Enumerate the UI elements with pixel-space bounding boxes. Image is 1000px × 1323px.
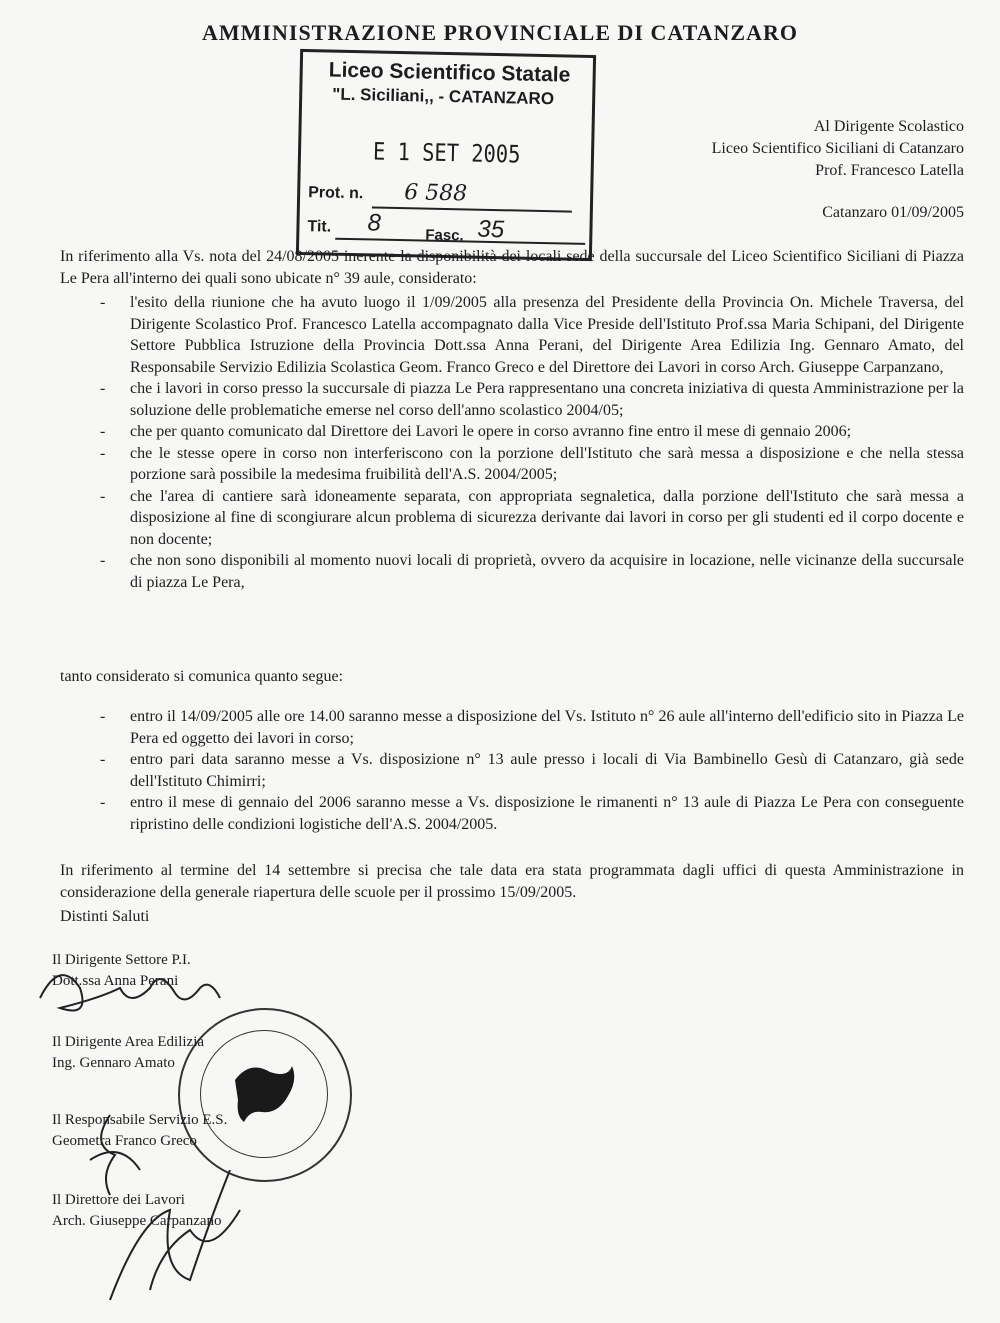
- list-item-text: entro pari data saranno messe a Vs. disposizione n° 13 aule presso i locali di Via Bambinello Gesù di Catanzaro, già sede dell'Istituto Chimirri;: [130, 751, 964, 790]
- list-item-text: entro il 14/09/2005 alle ore 14.00 saranno messe a disposizione del Vs. Istituto n° 26 aule all'interno dell'edificio sito in Piazza Le Pera ed oggetto dei lavori in corso;: [130, 708, 964, 747]
- list-item: - che i lavori in corso presso la succursale di piazza Le Pera rappresentano una concreta iniziativa di questa Amministrazione per la soluzione delle problematiche emerse nel corso dell'anno scolastico 2004/05;: [100, 380, 964, 419]
- stamp-tit-label: Tit.: [307, 218, 332, 236]
- signatory-name: Arch. Giuseppe Carpanzano: [52, 1213, 222, 1229]
- signatory-role: Il Responsabile Servizio E.S.: [52, 1112, 228, 1128]
- stamp-fasc-label: Fasc.: [425, 226, 464, 245]
- stamp-prot-line: [372, 205, 572, 212]
- list-item-text: entro il mese di gennaio del 2006 saranno messe a Vs. disposizione le rimanenti n° 13 aule di Piazza Le Pera con conseguente ripristino delle condizioni logistiche dell'A.S. 2004/2005.: [130, 794, 964, 833]
- transition-text: tanto considerato si comunica quanto segue:: [60, 668, 344, 685]
- list-item: - l'esito della riunione che ha avuto luogo il 1/09/2005 alla presenza del Presidente della Provincia On. Michele Traversa, del Dirigente Scolastico Prof. Francesco Latella accompagnato dalla Vice Preside dell'Istituto Prof.ssa Maria Schipani, del Dirigente Settore Pubblica Istruzione della Provincia Dott.ssa Anna Perani, del Dirigente Area Edilizia Ing. Gennaro Amato, del Responsabile Servizio Edilizia Scolastica Geom. Franco Greco e del Direttore dei Lavori in corso Arch. Giuseppe Carpanzano,: [100, 294, 964, 376]
- recipient-line-1: Al Dirigente Scolastico: [813, 118, 964, 135]
- signatory-role: Il Dirigente Settore P.I.: [52, 952, 191, 968]
- intro-paragraph: In riferimento alla Vs. nota del 24/08/2005 inerente la disponibilità dei locali sede della succursale del Liceo Scientifico Siciliani di Piazza Le Pera all'interno dei quali sono ubicate n° 39 aule, considerato:: [60, 248, 964, 287]
- protocol-stamp: [296, 49, 596, 261]
- list-item: - che l'area di cantiere sarà idoneamente separata, con appropriata segnaletica, dalla porzione dell'Istituto che sarà messa a disposizione al fine di scongiurare alcun problema di sicurezza derivante dai lavori in corso per gli studenti ed il corpo docente e non docente;: [100, 487, 964, 548]
- signatory-name: Dott.ssa Anna Perani: [52, 973, 179, 989]
- list-item: - entro il mese di gennaio del 2006 saranno messe a Vs. disposizione le rimanenti n° 13 aule di Piazza Le Pera con conseguente ripristino delle condizioni logistiche dell'A.S. 2004/2005.: [100, 794, 964, 833]
- official-seal: [178, 1008, 352, 1182]
- list-item: - che non sono disponibili al momento nuovi locali di proprietà, ovvero da acquisire in locazione, nelle vicinanze della succursale di piazza Le Pera,: [100, 552, 964, 591]
- signature-scribble-4: [90, 1170, 280, 1310]
- signature-scribble-1: [30, 948, 270, 1028]
- list-item-text: che le stesse opere in corso non interferiscono con la porzione dell'Istituto che sarà messa a disposizione e che nella stessa porzione sarà possibile la medesima fruibilità dell'A.S. 2004/2005;: [130, 444, 964, 483]
- signatory-2: [52, 1032, 204, 1074]
- stamp-school-name: Liceo Scientifico Statale: [328, 58, 571, 87]
- considerations-list: [60, 292, 964, 593]
- stamp-fasc-value: 35: [477, 215, 505, 244]
- page-title: AMMINISTRAZIONE PROVINCIALE DI CATANZARO: [202, 20, 798, 45]
- salutation: Distinti Saluti: [60, 908, 150, 925]
- stamp-school-location: "L. Siciliani,, - CATANZARO: [332, 84, 555, 109]
- list-item-text: che l'area di cantiere sarà idoneamente separata, con appropriata segnaletica, dalla porzione dell'Istituto che sarà messa a disposizione al fine di scongiurare alcun problema di sicurezza derivante dai lavori in corso per gli studenti ed il corpo docente e non docente;: [130, 487, 964, 548]
- recipient-line-2: Liceo Scientifico Siciliani di Catanzaro: [711, 140, 964, 157]
- stamp-date: E 1 SET 2005: [372, 137, 521, 169]
- list-item: - entro il 14/09/2005 alle ore 14.00 saranno messe a disposizione del Vs. Istituto n° 26 aule all'interno dell'edificio sito in Piazza Le Pera ed oggetto dei lavori in corso;: [100, 708, 964, 747]
- list-item-text: che per quanto comunicato dal Direttore dei Lavori le opere in corso avranno fine entro il mese di gennaio 2006;: [130, 423, 852, 440]
- signatory-name: Geometra Franco Greco: [52, 1133, 197, 1149]
- list-item-text: che i lavori in corso presso la succursale di piazza Le Pera rappresentano una concreta iniziativa di questa Amministrazione per la soluzione delle problematiche emerse nel corso dell'anno scolastico 2004/05;: [130, 380, 964, 419]
- recipient-address: [712, 116, 964, 182]
- stamp-prot-label: Prot. n.: [308, 184, 364, 203]
- stamp-prot-value: 6 588: [403, 180, 468, 207]
- stamp-tit-value: 8: [367, 209, 382, 237]
- list-item: - entro pari data saranno messe a Vs. disposizione n° 13 aule presso i locali di Via Bambinello Gesù di Catanzaro, già sede dell'Istituto Chimirri;: [100, 751, 964, 790]
- list-item: - che le stesse opere in corso non interferiscono con la porzione dell'Istituto che sarà messa a disposizione e che nella stessa porzione sarà possibile la medesima fruibilità dell'A.S. 2004/2005;: [100, 444, 964, 483]
- signatory-role: Il Dirigente Area Edilizia: [52, 1034, 205, 1050]
- place-date: Catanzaro 01/09/2005: [822, 204, 964, 221]
- list-item: - che per quanto comunicato dal Direttore dei Lavori le opere in corso avranno fine entro il mese di gennaio 2006;: [100, 423, 852, 440]
- seal-emblem-icon: [180, 1010, 350, 1180]
- closing-paragraph: In riferimento al termine del 14 settembre si precisa che tale data era stata programmata dagli uffici di questa Amministrazione in considerazione della generale riapertura delle scuole per il prossimo 15/09/2005.: [60, 862, 964, 901]
- signatory-name: Ing. Gennaro Amato: [52, 1055, 175, 1071]
- recipient-line-3: Prof. Francesco Latella: [815, 162, 964, 179]
- communications-list: [60, 706, 964, 835]
- list-item-text: che non sono disponibili al momento nuovi locali di proprietà, ovvero da acquisire in locazione, nelle vicinanze della succursale di piazza Le Pera,: [130, 552, 964, 591]
- signatory-role: Il Direttore dei Lavori: [52, 1192, 185, 1208]
- list-item-text: l'esito della riunione che ha avuto luogo il 1/09/2005 alla presenza del Presidente della Provincia On. Michele Traversa, del Dirigente Scolastico Prof. Francesco Latella accompagnato dalla Vice Preside dell'Istituto Prof.ssa Maria Schipani, del Dirigente Settore Pubblica Istruzione della Provincia Dott.ssa Anna Perani, del Dirigente Area Edilizia Ing. Gennaro Amato, del Responsabile Servizio Edilizia Scolastica Geom. Franco Greco e del Direttore dei Lavori in corso Arch. Giuseppe Carpanzano,: [130, 294, 964, 376]
